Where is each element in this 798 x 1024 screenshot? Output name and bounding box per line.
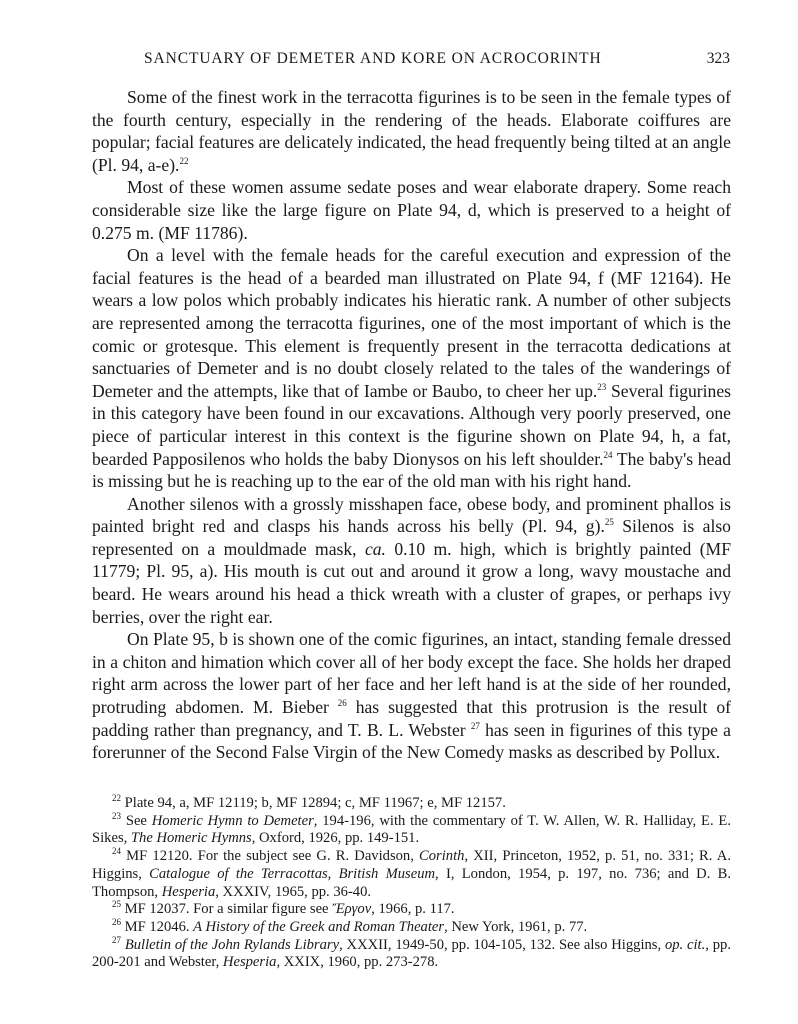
footnote-ref: 23	[112, 810, 121, 821]
footnotes	[92, 795, 731, 972]
text-run: On a level with the female heads for the careful execution and expression of the facial features is the head of a bearded man illustrated on Plate 94, f (MF 12164). He wears a low polos which probably indicates his hieratic rank. A number of other subjects are represented among the terracotta figurines, one of the most important of which is the comic or grotesque. This element is frequently present in the terracotta dedications at sanctuaries of Demeter and is no doubt closely related to the tales of the wanderings of Demeter and the attempts, like that of Iambe or Baubo, to cheer her up.	[92, 245, 731, 401]
text-run: MF 12120. For the subject see G. R. Davidson,	[121, 848, 420, 865]
paragraph	[92, 628, 731, 764]
italic-text: Hesperia	[161, 883, 216, 900]
text-run: Plate 94, a, MF 12119; b, MF 12894; c, MF 11967; e, MF 12157.	[121, 795, 506, 811]
running-header	[92, 50, 730, 72]
footnote-23	[92, 810, 731, 848]
italic-text: Ἔργον	[332, 901, 372, 918]
footnote-ref: 25	[112, 899, 121, 910]
text-run: Most of these women assume sedate poses and wear elaborate drapery. Some reach considerable size like the large figure on Plate 94, d, which is preserved to a height of 0.275 m. (MF 11786).	[92, 177, 731, 243]
text-run: has suggested that this protrusion is the result of padding rather than pregnancy, and T. B. L. Webster	[92, 697, 731, 740]
body-text	[92, 86, 731, 764]
italic-text: Bulletin of the John Rylands Library	[124, 936, 340, 953]
footnote-ref: 27	[470, 720, 480, 731]
italic-text: Homeric Hymn to Demeter	[151, 812, 314, 829]
italic-text: Catalogue of the Terracottas, British Museum	[149, 865, 436, 882]
italic-text: op. cit.	[664, 936, 706, 953]
footnote-ref: 24	[603, 449, 613, 460]
text-run: , XII, Princeton, 1952, p. 51, no. 331; R. A. Higgins,	[92, 848, 731, 882]
footnote-ref: 23	[597, 381, 607, 392]
footnote-ref: 24	[112, 846, 121, 857]
text-run: , XXXII, 1949-50, pp. 104-105, 132. See also Higgins,	[339, 936, 665, 953]
text-run: See	[121, 812, 152, 829]
text-run: , New York, 1961, p. 77.	[444, 918, 588, 935]
text-run: , XXXIV, 1965, pp. 36-40.	[215, 883, 372, 900]
text-run: Some of the finest work in the terracotta figurines is to be seen in the female types of the fourth century, especially in the rendering of the heads. Elaborate coiffures are popular; facial features are delicately indicated, the head frequently being tilted at an angle (Pl. 94, a-e).	[92, 87, 731, 175]
footnote-22	[92, 795, 731, 813]
text-run: MF 12037. For a similar figure see	[121, 901, 333, 918]
italic-text: Hesperia	[222, 954, 277, 971]
text-run: , I, London, 1954, p. 197, no. 736; and D. B. Thompson,	[92, 865, 732, 900]
text-run: Silenos is also represented on a mouldmade mask,	[92, 516, 731, 559]
italic-text: Corinth	[419, 848, 465, 865]
text-run: , 1966, p. 117.	[371, 901, 455, 918]
footnote-ref: 25	[604, 517, 614, 528]
text-run: On Plate 95, b is shown one of the comic figurines, an intact, standing female dressed in a chiton and himation which cover all of her body except the face. She holds her draped right arm across the lower part of her face and her left hand is at the side of her rounded, protruding abdomen. M. Bieber	[92, 629, 731, 718]
text-run: 0.10 m. high, which is brightly painted (MF 11779; Pl. 95, a). His mouth is cut out and around it grow a long, wavy moustache and beard. He wears around his head a thick wreath with a cluster of grapes, or perhaps ivy berries, over the right ear.	[92, 538, 731, 627]
text-run: , Oxford, 1926, pp. 149-151.	[251, 830, 420, 847]
text-run: The baby's head is missing but he is reaching up to the ear of the old man with his right hand.	[92, 448, 731, 492]
footnote-ref: 22	[112, 793, 121, 804]
italic-text: The Homeric Hymns	[130, 830, 252, 847]
paragraph	[92, 493, 731, 629]
page-number: 323	[706, 50, 730, 67]
footnote-24	[92, 848, 731, 901]
footnote-ref: 26	[112, 917, 121, 928]
footnote-27	[92, 934, 731, 972]
paragraph	[92, 176, 731, 244]
footnote-ref: 27	[112, 934, 121, 945]
text-run: has seen in figurines of this type a forerunner of the Second False Virgin of the New Comedy masks as described by Pollux.	[92, 719, 731, 763]
italic-text: A History of the Greek and Roman Theater	[193, 918, 445, 935]
footnote-ref: 26	[337, 698, 347, 709]
footnote-26	[92, 919, 731, 937]
text-run: Several figurines in this category have been found in our excavations. Although very poorly preserved, one piece of particular interest in this context is the figurine shown on Plate 94, h, a fat, bearded Papposilenos who holds the baby Dionysos on his left shoulder.	[92, 380, 731, 469]
text-run: MF 12046.	[121, 918, 194, 935]
text-run: , 194-196, with the commentary of T. W. Allen, W. R. Halliday, E. E. Sikes,	[92, 812, 731, 847]
italic-text: ca.	[364, 538, 386, 559]
text-run: , XXIX, 1960, pp. 273-278.	[276, 954, 439, 971]
text-run: Another silenos with a grossly misshapen face, obese body, and prominent phallos is painted bright red and clasps his hands across his belly (Pl. 94, g).	[92, 493, 731, 537]
paragraph	[92, 244, 731, 493]
paragraph	[92, 86, 731, 176]
footnote-25	[92, 901, 731, 919]
running-title: SANCTUARY OF DEMETER AND KORE ON ACROCORINTH	[144, 50, 602, 67]
text-run: , pp. 200-201 and Webster,	[92, 936, 731, 971]
footnote-ref: 22	[179, 155, 189, 166]
